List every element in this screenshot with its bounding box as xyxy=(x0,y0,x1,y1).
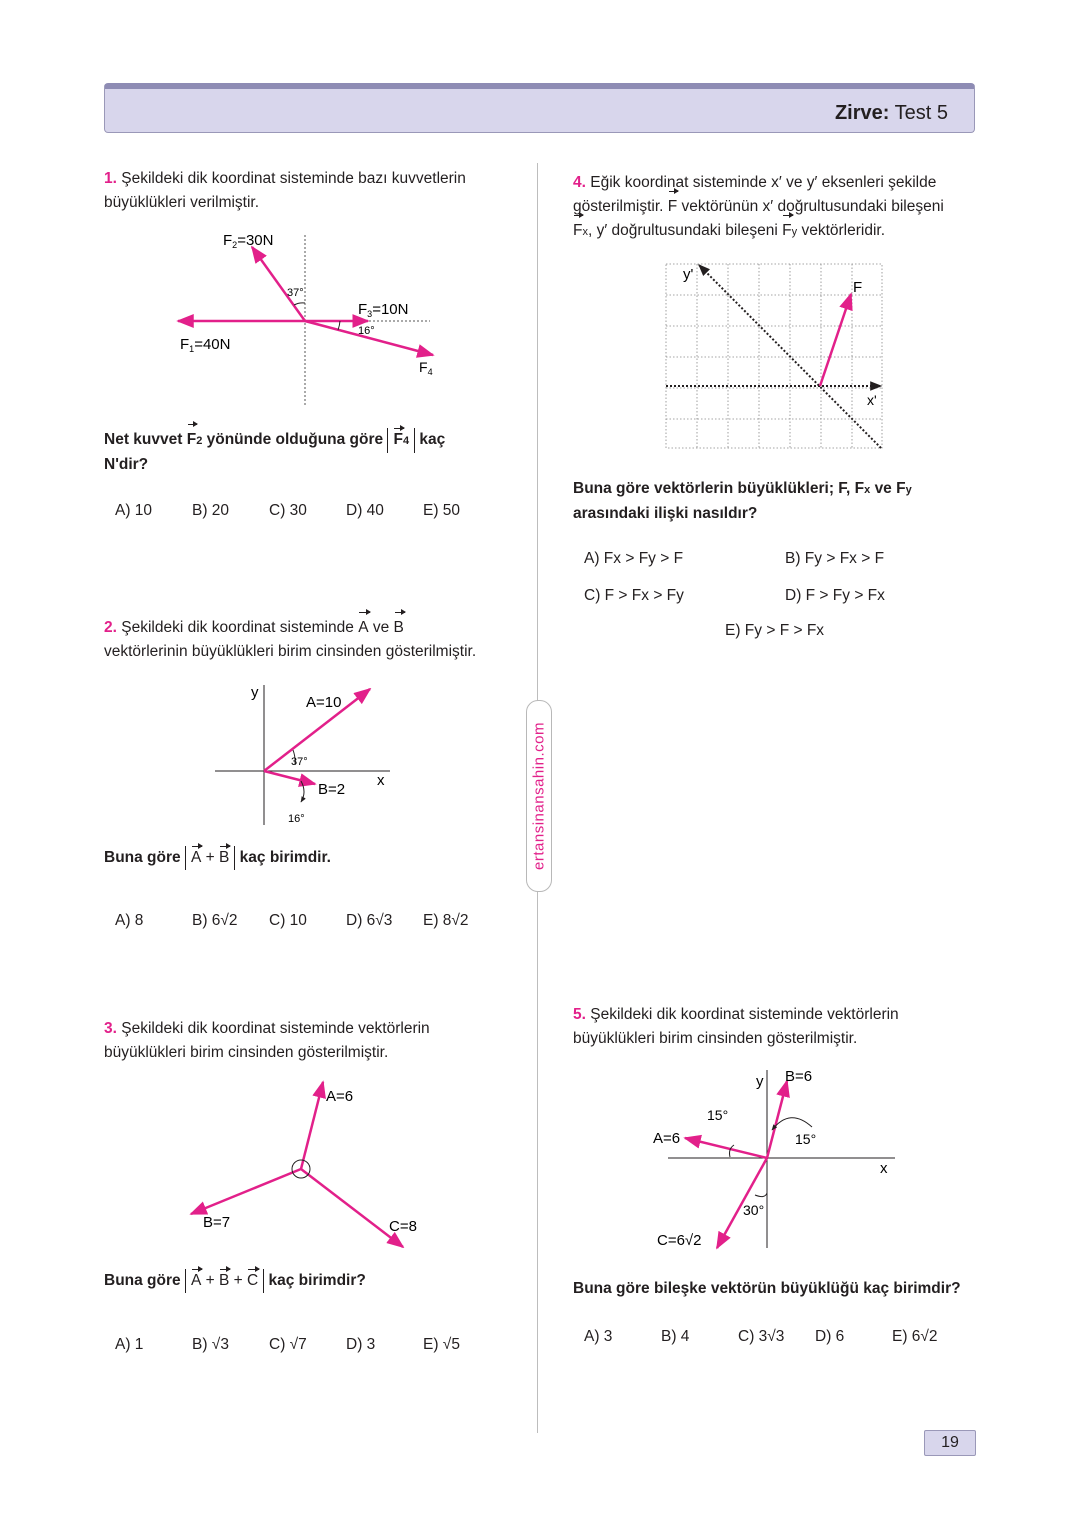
q1-option-b[interactable]: B) 20 xyxy=(192,502,230,519)
q5-option-b[interactable]: B) 4 xyxy=(661,1328,690,1345)
f3-label: $F_3=10N$ xyxy=(358,301,409,319)
q1-stem: 1. Şekildeki dik koordinat sisteminde bazı kuvvetlerin büyüklükleri verilmiştir. xyxy=(104,170,466,211)
svg-text:y': y' xyxy=(683,266,694,283)
q4-stem: 4. Eğik koordinat sisteminde x′ ve y′ eksenleri şekilde gösterilmiştir. F vektörünün x′ doğrultusundaki bileşeni Fx, y′ doğrultusundaki bileşeni Fy vektörleridir. xyxy=(573,171,983,244)
svg-text:A=10: A=10 xyxy=(306,694,342,711)
q2-stem: 2. Şekildeki dik koordinat sisteminde A ve B vektörlerinin büyüklükleri birim cinsinden gösterilmiştir. xyxy=(104,616,524,664)
q2-option-b[interactable]: B) 6√2 xyxy=(192,912,238,929)
svg-text:15°: 15° xyxy=(795,1131,817,1147)
q3-figure xyxy=(185,1078,425,1258)
q4-option-e[interactable]: E) Fy > F > Fx xyxy=(725,622,825,639)
vector-b xyxy=(264,771,315,784)
q5-option-d[interactable]: D) 6 xyxy=(815,1328,845,1345)
q1-question: Net kuvvet F2 yönünde olduğuna göre F4 kaç N'dir? xyxy=(104,428,524,477)
svg-text:y: y xyxy=(251,684,259,701)
q3-option-b[interactable]: B) √3 xyxy=(192,1336,229,1353)
q5-question: Buna göre bileşke vektörün büyüklüğü kaç birimdir? xyxy=(573,1280,961,1297)
q1-option-c[interactable]: C) 30 xyxy=(269,502,307,519)
vector-f xyxy=(820,294,851,386)
svg-text:30°: 30° xyxy=(743,1202,765,1218)
q5-option-c[interactable]: C) 3√3 xyxy=(738,1328,785,1345)
q4-option-b[interactable]: B) Fy > Fx > F xyxy=(785,550,885,567)
q1-option-a[interactable]: A) 10 xyxy=(115,502,153,519)
svg-text:B=7: B=7 xyxy=(203,1214,231,1231)
q4-question: Buna göre vektörlerin büyüklükleri; F, Fx ve Fy arasındaki ilişki nasıldır? xyxy=(573,480,912,522)
vector-c xyxy=(301,1169,403,1247)
svg-text:15°: 15° xyxy=(707,1107,729,1123)
f2-vector xyxy=(252,247,305,321)
q4-figure xyxy=(665,262,885,452)
q5-option-e[interactable]: E) 6√2 xyxy=(892,1328,938,1345)
q2-option-c[interactable]: C) 10 xyxy=(269,912,307,929)
q3-option-e[interactable]: E) √5 xyxy=(423,1336,460,1353)
svg-text:C=6√2: C=6√2 xyxy=(657,1232,702,1249)
q2-figure xyxy=(215,680,405,830)
svg-text:16°: 16° xyxy=(288,813,305,825)
q4-option-d[interactable]: D) F > Fy > Fx xyxy=(785,587,885,604)
q2-option-e[interactable]: E) 8√2 xyxy=(423,912,469,929)
test-title: Zirve: Test 5 xyxy=(834,102,948,124)
q3-option-c[interactable]: C) √7 xyxy=(269,1336,307,1353)
svg-text:B=2: B=2 xyxy=(318,781,346,798)
svg-text:x': x' xyxy=(867,392,877,408)
q3-option-a[interactable]: A) 1 xyxy=(115,1336,144,1353)
svg-text:B=6: B=6 xyxy=(785,1068,813,1085)
q4-option-a[interactable]: A) Fx > Fy > F xyxy=(584,550,684,567)
q3-question: Buna göre A + B + C kaç birimdir? xyxy=(104,1269,524,1293)
svg-text:37°: 37° xyxy=(291,756,308,768)
svg-text:A=6: A=6 xyxy=(653,1130,681,1147)
svg-text:x: x xyxy=(377,772,385,789)
angle-16: 16° xyxy=(358,325,375,337)
vector-a xyxy=(685,1138,767,1158)
q1-option-e[interactable]: E) 50 xyxy=(423,502,461,519)
page-number: 19 xyxy=(924,1430,976,1456)
svg-text:F: F xyxy=(853,279,863,296)
site-watermark: ertansinansahin.com xyxy=(526,700,552,892)
q5-option-a[interactable]: A) 3 xyxy=(584,1328,613,1345)
header-bar xyxy=(104,83,975,133)
svg-text:C=8: C=8 xyxy=(389,1218,417,1235)
q1-figure xyxy=(170,225,460,410)
q3-option-d[interactable]: D) 3 xyxy=(346,1336,376,1353)
q4-option-c[interactable]: C) F > Fx > Fy xyxy=(584,587,684,604)
q2-option-d[interactable]: D) 6√3 xyxy=(346,912,393,929)
svg-text:A=6: A=6 xyxy=(326,1088,354,1105)
svg-text:y: y xyxy=(756,1073,764,1090)
f4-label: $F_4$ xyxy=(419,359,433,377)
vector-b xyxy=(191,1169,301,1214)
svg-text:x: x xyxy=(880,1160,888,1177)
q1-option-d[interactable]: D) 40 xyxy=(346,502,384,519)
q5-figure xyxy=(650,1065,900,1255)
vector-a xyxy=(301,1082,323,1169)
angle-37: 37° xyxy=(287,287,304,299)
q5-stem: 5. Şekildeki dik koordinat sisteminde vektörlerin büyüklükleri birim cinsinden gösterilmiştir. xyxy=(573,1006,899,1047)
f1-label: $F_1=40N$ xyxy=(180,336,231,354)
q3-stem: 3. Şekildeki dik koordinat sisteminde vektörlerin büyüklükleri birim cinsinden gösterilmiştir. xyxy=(104,1020,430,1061)
q2-question: Buna göre A + B kaç birimdir. xyxy=(104,846,524,870)
f2-label: $F_2=30N$ xyxy=(223,232,274,250)
q2-option-a[interactable]: A) 8 xyxy=(115,912,144,929)
